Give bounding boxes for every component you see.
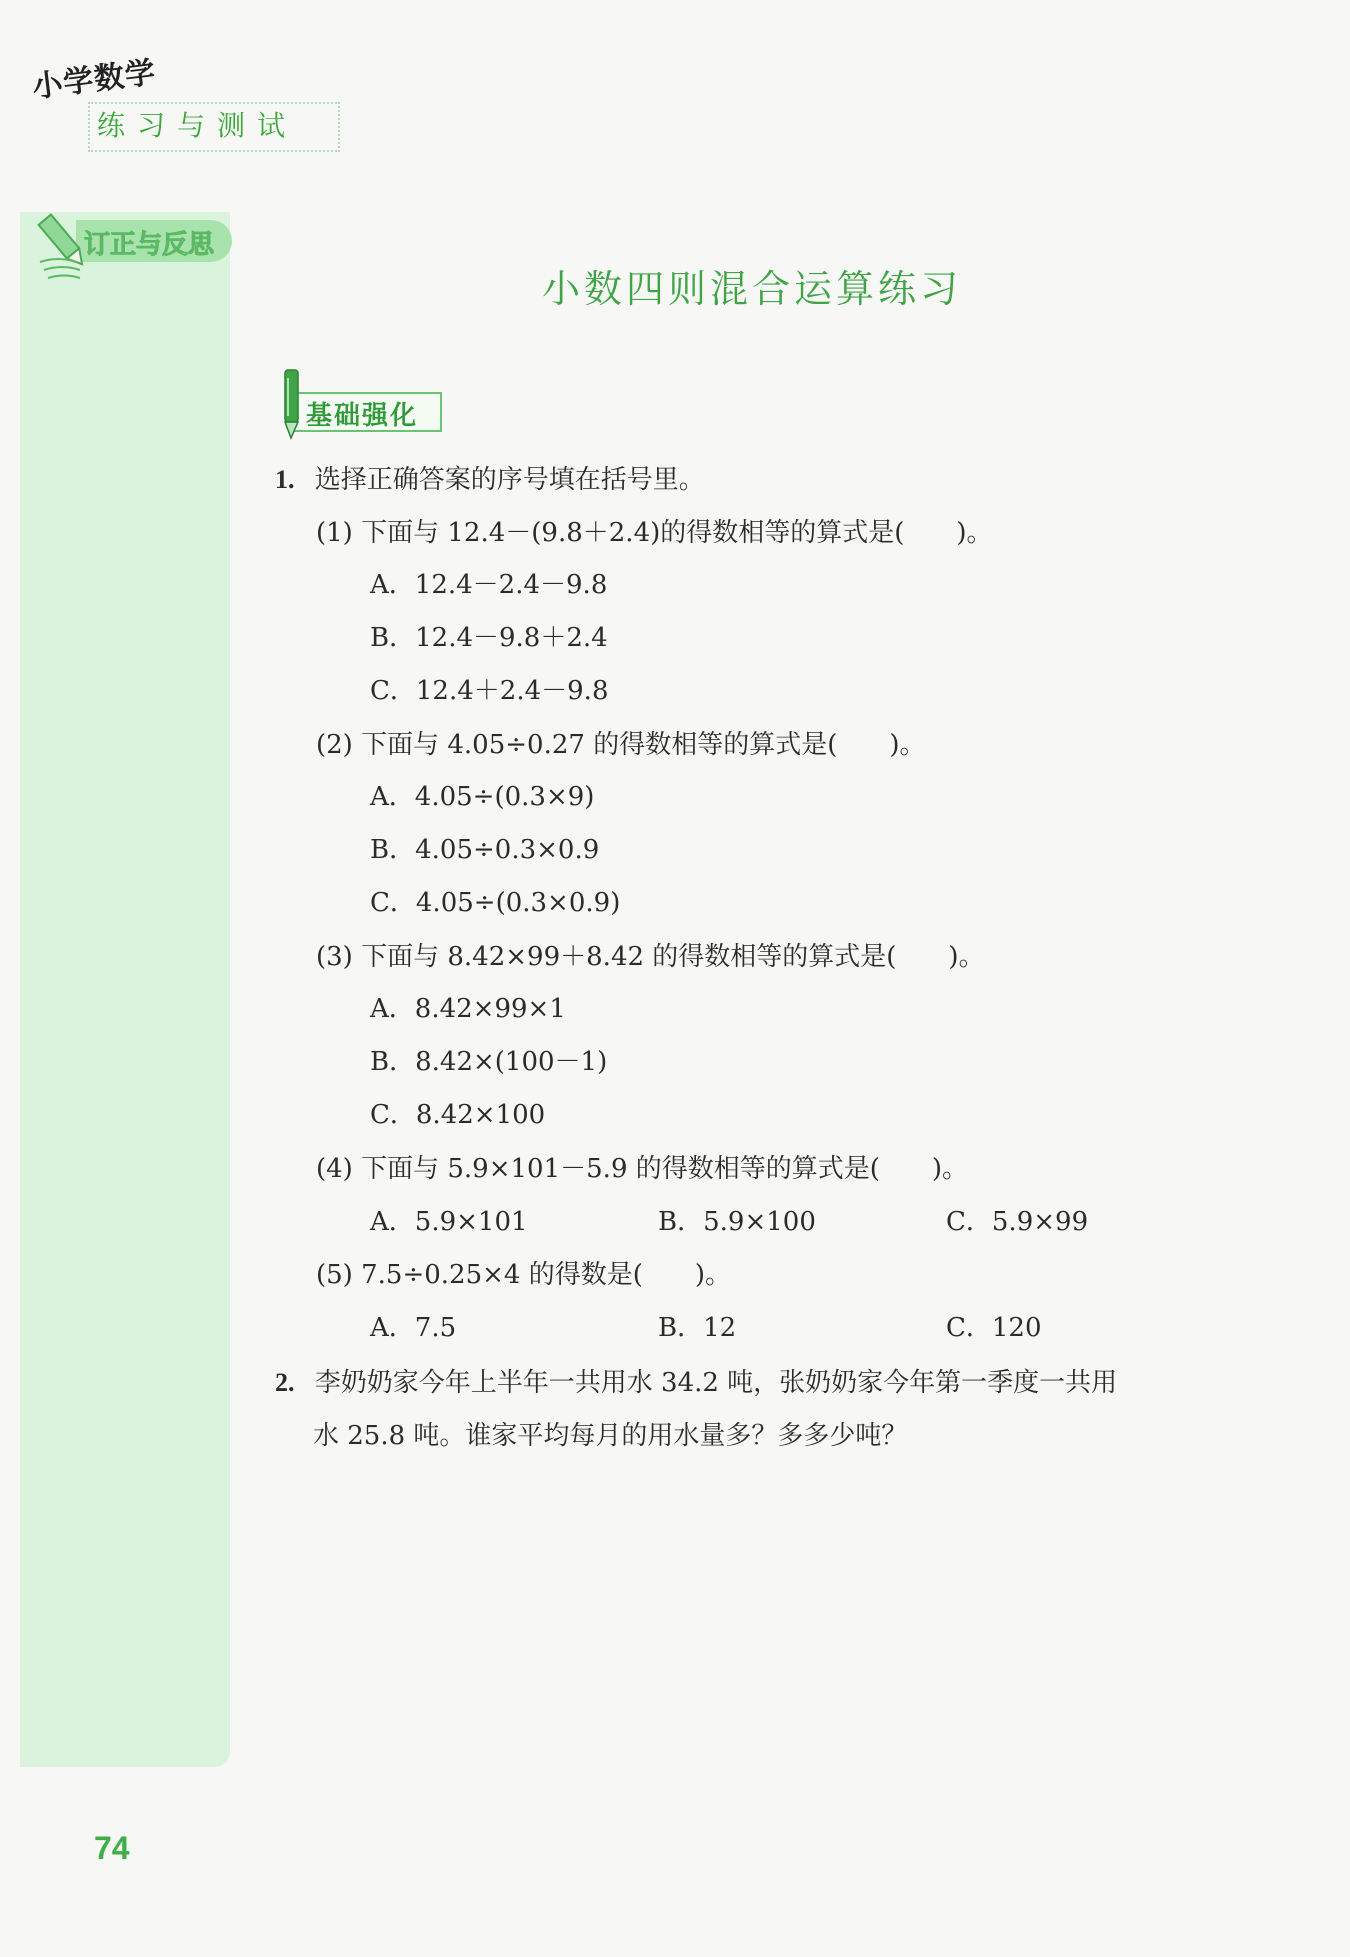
sub-question-text: 下面与 8.42×99＋8.42 的得数相等的算式是( )。 bbox=[361, 942, 985, 972]
option-a: A．7.5 bbox=[370, 1313, 457, 1343]
brand-subtitle: 练习与测试 bbox=[97, 109, 298, 142]
option-c: C．120 bbox=[946, 1313, 1042, 1343]
option-a: A．12.4－2.4－9.8 bbox=[370, 570, 608, 600]
sub-question-label: (2) bbox=[316, 730, 353, 760]
option-a: A．8.42×99×1 bbox=[370, 994, 566, 1024]
option-c: C．8.42×100 bbox=[370, 1100, 546, 1130]
option-c: C．12.4＋2.4－9.8 bbox=[370, 676, 609, 706]
question-number: 1. bbox=[275, 465, 295, 494]
question-2 bbox=[275, 1366, 1117, 1400]
sub-question-5 bbox=[316, 1258, 731, 1292]
sub-question-3 bbox=[316, 940, 985, 974]
question-text-line-2: 水 25.8 吨。谁家平均每月的用水量多？多多少吨？ bbox=[313, 1421, 908, 1451]
sub-question-1 bbox=[316, 516, 993, 550]
page-title: 小数四则混合运算练习 bbox=[542, 267, 963, 311]
question-text: 选择正确答案的序号填在括号里。 bbox=[314, 465, 705, 495]
sub-question-label: (3) bbox=[316, 942, 353, 972]
section-label: 基础强化 bbox=[306, 401, 419, 431]
sub-question-label: (1) bbox=[316, 518, 353, 548]
sub-question-text: 下面与 5.9×101－5.9 的得数相等的算式是( )。 bbox=[361, 1154, 969, 1184]
option-b: B．12.4－9.8＋2.4 bbox=[370, 623, 608, 653]
brand-main-title: 小学数学 bbox=[30, 55, 158, 106]
sub-question-text: 下面与 4.05÷0.27 的得数相等的算式是( )。 bbox=[361, 730, 926, 760]
sub-question-2 bbox=[316, 728, 926, 762]
option-b: B．8.42×(100－1) bbox=[370, 1047, 608, 1077]
option-b: B．5.9×100 bbox=[658, 1207, 816, 1237]
page-number: 74 bbox=[94, 1830, 130, 1866]
sub-question-4 bbox=[316, 1152, 968, 1186]
pencil-icon bbox=[276, 368, 306, 440]
question-1 bbox=[275, 463, 705, 497]
option-c: C．4.05÷(0.3×0.9) bbox=[370, 888, 621, 918]
option-c: C．5.9×99 bbox=[946, 1207, 1089, 1237]
option-b: B．4.05÷0.3×0.9 bbox=[370, 835, 600, 865]
sub-question-text: 7.5÷0.25×4 的得数是( )。 bbox=[361, 1260, 732, 1290]
sub-question-label: (5) bbox=[316, 1260, 353, 1290]
question-number: 2. bbox=[275, 1368, 295, 1397]
sub-question-label: (4) bbox=[316, 1154, 353, 1184]
option-a: A．4.05÷(0.3×9) bbox=[370, 782, 595, 812]
sub-question-text: 下面与 12.4－(9.8＋2.4)的得数相等的算式是( )。 bbox=[361, 518, 993, 548]
sidebar-notes-column bbox=[20, 212, 230, 1767]
option-a: A．5.9×101 bbox=[370, 1207, 528, 1237]
option-b: B．12 bbox=[658, 1313, 737, 1343]
question-text-line-1: 李奶奶家今年上半年一共用水 34.2 吨，张奶奶家今年第一季度一共用 bbox=[314, 1368, 1118, 1398]
sidebar-label: 订正与反思 bbox=[84, 230, 215, 260]
